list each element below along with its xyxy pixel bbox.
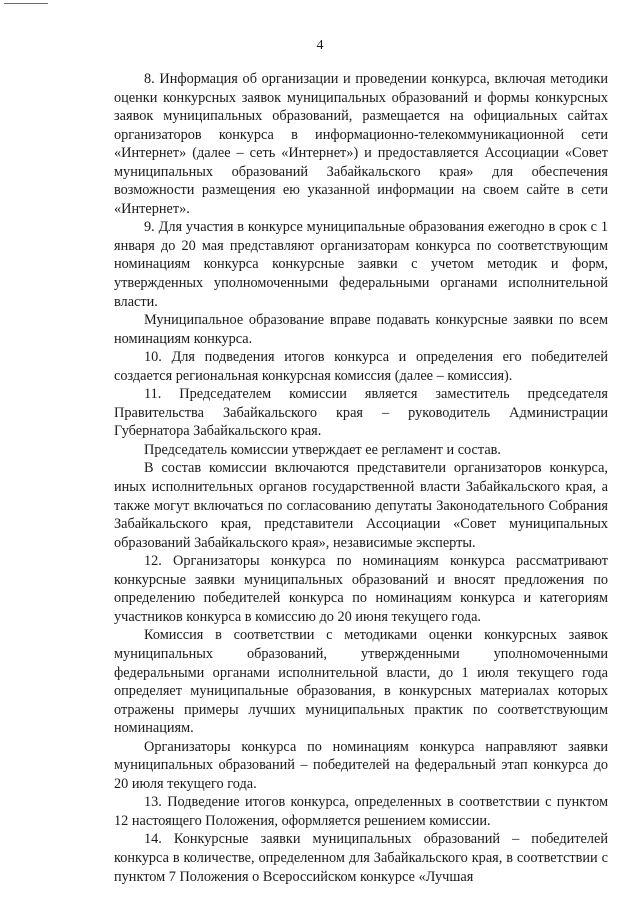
paragraph-9: 9. Для участия в конкурсе муниципальные образования ежегодно в срок с 1 января до 20 мая представляют организаторам конкурса по соответствующим номинациям конкурса конкурсные заявки с учетом методик и форм, утвержденных уполномоченными федеральными органами исполнительной власти. [114, 219, 608, 310]
scan-edge-mark [4, 3, 48, 4]
paragraph-10: 10. Для подведения итогов конкурса и определения его победителей создается региональная конкурсная комиссия (далее – комиссия). [114, 349, 608, 384]
paragraph-14: 14. Конкурсные заявки муниципальных образований – победителей конкурса в количестве, определенном для Забайкальского края, в соответствии с пунктом 7 Положения о Всероссийском конкурсе «Лучшая [114, 831, 608, 885]
paragraph-12-organizers: Организаторы конкурса по номинациям конкурса направляют заявки муниципальных образований – победителей на федеральный этап конкурса до 20 июля текущего года. [114, 738, 608, 792]
page-number: 4 [316, 38, 324, 53]
paragraph-11-regulation: Председатель комиссии утверждает ее регламент и состав. [144, 441, 501, 458]
paragraph-12: 12. Организаторы конкурса по номинациям конкурса рассматривают конкурсные заявки муниципальных образований и вносят предложения по определению победителей конкурса по номинациям конкурса и категориям участников конкурса в комиссию до 20 июня текущего года. [114, 553, 608, 625]
paragraph-12-commission: Комиссия в соответствии с методиками оценки конкурсных заявок муниципальных образований, утвержденными уполномоченными федеральными органами исполнительной власти, до 1 июля текущего года определяет муниципальные образования, в конкурсных материалах которых отражены примеры лучших муниципальных практик по соответствующим номинациям. [114, 627, 608, 737]
paragraph-8: 8. Информация об организации и проведении конкурса, включая методики оценки конкурсных заявок муниципальных образований и формы конкурсных заявок муниципальных образований, размещается на официальных сайтах организаторов конкурса в информационно-телекоммуникационной сети «Интернет» (далее – сеть «Интернет») и предоставляется Ассоциации «Совет муниципальных образований Забайкальского края» для обеспечения возможности размещения ею указанной информации на своем сайте в сети «Интернет». [114, 71, 608, 217]
paragraph-13: 13. Подведение итогов конкурса, определенных в соответствии с пунктом 12 настоящего Положения, оформляется решением комиссии. [114, 794, 608, 829]
paragraph-11: 11. Председателем комиссии является заместитель председателя Правительства Забайкальского края – руководитель Администрации Губернатора Забайкальского края. [114, 386, 608, 440]
paragraph-11-composition: В состав комиссии включаются представители организаторов конкурса, иных исполнительных органов государственной власти Забайкальского края, а также могут включаться по согласованию депутаты Законодательного Собрания Забайкальского края, представители Ассоциации «Совет муниципальных образований Забайкальского края», независимые эксперты. [114, 460, 608, 551]
paragraph-9-note: Муниципальное образование вправе подавать конкурсные заявки по всем номинациям конкурса. [114, 312, 608, 347]
document-body [114, 70, 608, 886]
